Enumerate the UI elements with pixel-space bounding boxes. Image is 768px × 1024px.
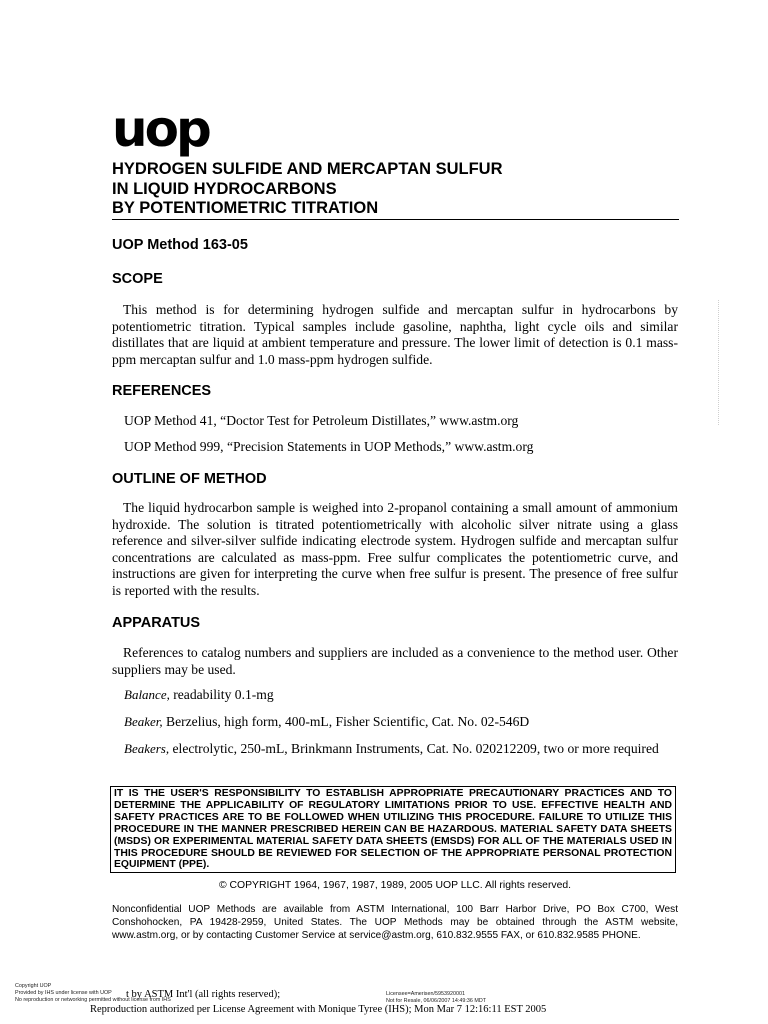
safety-warning-box: IT IS THE USER'S RESPONSIBILITY TO ESTABLISH APPROPRIATE PRECAUTIONARY PRACTICES AND TO DETERMINE THE APPLICABILITY OF REGULATORY LIMITATIONS PRIOR TO USE. EFFECTIVE HEALTH AND SAFETY PRACTICES ARE TO BE FOLLOWED WHEN UTILIZING THIS PROCEDURE. FAILURE TO UTILIZE THIS PROCEDURE IN THE MANNER PRESCRIBED HEREIN CAN BE HAZARDOUS. MATERIAL SAFETY DATA SHEETS (MSDS) OR EXPERIMENTAL MATERIAL SAFETY DATA SHEETS (EMSDS) FOR ALL OF THE MATERIALS USED IN THIS PROCEDURE SHOULD BE REVIEWED FOR SELECTION OF THE APPROPRIATE PERSONAL PROTECTION EQUIPMENT (PPE). <box>110 786 676 873</box>
licensee-text: Licensee=Amerisen/5953920001 Not for Resale, 06/06/2007 14:49:36 MDT <box>386 991 487 1004</box>
apparatus-item <box>124 741 659 757</box>
footer-line-2: Reproduction authorized per License Agreement with Monique Tyree (IHS); Mon Mar 7 12:16:11 EST 2005 <box>90 1004 547 1015</box>
title-line-1: HYDROGEN SULFIDE AND MERCAPTAN SULFUR <box>112 160 503 178</box>
copyright-notice: © COPYRIGHT 1964, 1967, 1987, 1989, 2005 UOP LLC. All rights reserved. <box>218 880 572 891</box>
outline-heading: OUTLINE OF METHOD <box>112 471 267 487</box>
apparatus-item-name: Beaker, <box>124 714 163 729</box>
references-heading: REFERENCES <box>112 383 212 399</box>
method-number: UOP Method 163-05 <box>112 237 248 253</box>
apparatus-item-desc: electrolytic, 250-mL, Brinkmann Instruments, Cat. No. 020212209, two or more required <box>169 741 659 756</box>
footer-line-1: t by ASTM Int'l (all rights reserved); <box>126 989 281 1000</box>
reference-item: UOP Method 41, “Doctor Test for Petroleum Distillates,” www.astm.org <box>124 413 519 428</box>
margin-marks <box>718 300 727 425</box>
outline-paragraph: The liquid hydrocarbon sample is weighed into 2-propanol containing a small amount of ammonium hydroxide. The solution is titrated potentiometrically with alcoholic silver nitrate using a glass reference and silver-silver sulfide indicating electrode system. Hydrogen sulfide and mercaptan sulfur concentrations are calculated as mass-ppm. Free sulfur complicates the potentiometric curve, and instructions are given for interpreting the curve when free sulfur is present. The presence of free sulfur is reported with the results. <box>112 500 678 598</box>
title-line-2: IN LIQUID HYDROCARBONS <box>112 179 337 198</box>
scope-heading: SCOPE <box>112 271 163 287</box>
title-line-3: BY POTENTIOMETRIC TITRATION <box>112 199 679 220</box>
nonconfidential-notice: Nonconfidential UOP Methods are available from ASTM International, 100 Barr Harbor Drive, PO Box C700, West Conshohocken, PA 19428-2959, United States. The UOP Methods may be obtained through the ASTM website, www.astm.org, or by contacting Customer Service at service@astm.org, 610.832.9555 FAX, or 610.832.9585 PHONE. <box>112 904 678 941</box>
apparatus-item-name: Beakers, <box>124 741 170 756</box>
ihs-license-text: Copyright UOP Provided by IHS under license with UOP No reproduction or networking permitted without license from IHS <box>15 983 171 1003</box>
apparatus-item-name: Balance, <box>124 687 170 702</box>
apparatus-item-desc: readability 0.1-mg <box>169 687 274 702</box>
uop-logo: uop <box>112 100 209 158</box>
reference-item: UOP Method 999, “Precision Statements in UOP Methods,” www.astm.org <box>124 439 534 454</box>
apparatus-item <box>124 714 529 730</box>
document-title <box>112 160 679 220</box>
apparatus-item <box>124 687 274 703</box>
apparatus-heading: APPARATUS <box>112 615 201 631</box>
scope-paragraph: This method is for determining hydrogen sulfide and mercaptan sulfur in hydrocarbons by potentiometric titration. Typical samples include gasoline, naphtha, light cycle oils and similar distillates that are liquid at ambient temperature and pressure. The lower limit of detection is 0.1 mass-ppm mercaptan sulfur and 1.0 mass-ppm hydrogen sulfide. <box>112 302 678 367</box>
apparatus-paragraph: References to catalog numbers and suppliers are included as a convenience to the method user. Other suppliers may be used. <box>112 645 678 677</box>
apparatus-item-desc: Berzelius, high form, 400-mL, Fisher Scientific, Cat. No. 02-546D <box>162 714 530 729</box>
